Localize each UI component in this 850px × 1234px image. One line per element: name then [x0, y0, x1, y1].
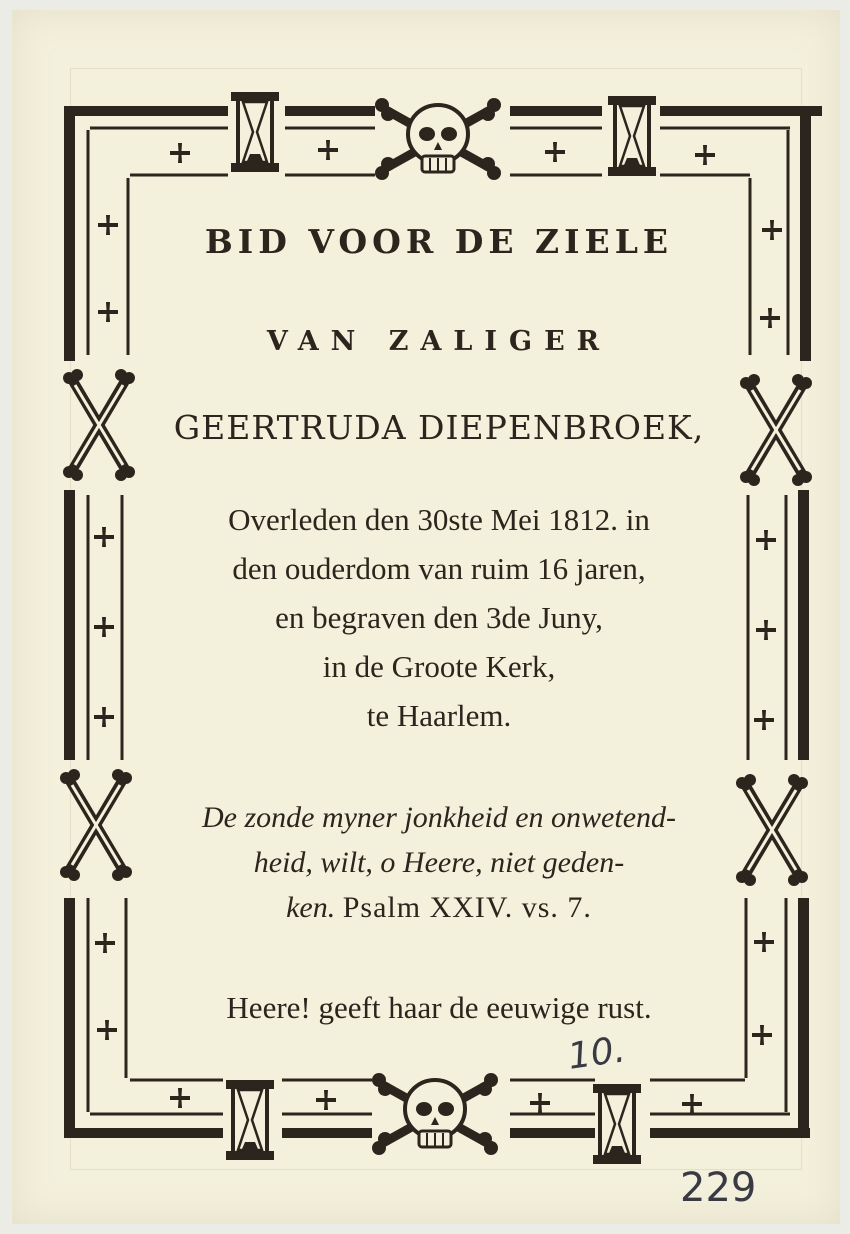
cross-patee-icon	[754, 710, 774, 730]
detail-line: in de Groote Kerk,	[322, 649, 556, 684]
verse-line: heid, wilt, o Heere, niet geden-	[253, 846, 625, 879]
cross-patee-icon	[94, 527, 114, 547]
cross-patee-icon	[98, 215, 118, 235]
cross-patee-icon	[94, 707, 114, 727]
pencil-number: 10.	[565, 1029, 628, 1078]
heading-line2: VAN ZALIGER	[266, 326, 612, 357]
cross-patee-icon	[170, 143, 190, 163]
cross-patee-icon	[530, 1093, 550, 1113]
verse-reference: Psalm XXIV. vs. 7.	[342, 891, 592, 924]
inventory-number: 229	[680, 1165, 757, 1211]
detail-line: Overleden den 30ste Mei 1812. in	[228, 502, 650, 537]
closing-prayer: Heere! geeft haar de eeuwige rust.	[226, 990, 652, 1025]
detail-line: te Haarlem.	[366, 698, 512, 733]
cross-patee-icon	[756, 530, 776, 550]
hourglass-icon	[231, 92, 279, 172]
verse-line: De zonde myner jonkheid en onwetend-	[201, 801, 677, 834]
death-details	[130, 495, 748, 740]
crossed-bones-icon	[740, 374, 812, 486]
cross-patee-icon	[760, 308, 780, 328]
skull-crossbones-icon	[375, 98, 501, 180]
hourglass-icon	[608, 96, 656, 176]
cross-patee-icon	[762, 220, 782, 240]
cross-patee-icon	[94, 617, 114, 637]
hourglass-icon	[226, 1080, 274, 1160]
cross-patee-icon	[754, 932, 774, 952]
detail-line: den ouderdom van ruim 16 jaren,	[232, 551, 646, 586]
cross-patee-icon	[316, 1090, 336, 1110]
verse-line	[130, 885, 748, 930]
cross-patee-icon	[98, 302, 118, 322]
skull-crossbones-icon	[372, 1073, 498, 1155]
heading-line1: BID VOOR DE ZIELE	[204, 222, 674, 261]
detail-line: en begraven den 3de Juny,	[275, 600, 603, 635]
cross-patee-icon	[756, 620, 776, 640]
deceased-name: GEERTRUDA DIEPENBROEK,	[173, 408, 705, 447]
cross-patee-icon	[170, 1088, 190, 1108]
cross-patee-icon	[95, 933, 115, 953]
verse-last: ken.	[286, 891, 336, 924]
psalm-verse	[130, 795, 748, 930]
cross-patee-icon	[752, 1025, 772, 1045]
crossed-bones-icon	[60, 769, 132, 881]
hourglass-icon	[593, 1084, 641, 1164]
crossed-bones-icon	[63, 369, 135, 481]
cross-patee-icon	[545, 142, 565, 162]
cross-patee-icon	[695, 145, 715, 165]
cross-patee-icon	[318, 140, 338, 160]
cross-patee-icon	[682, 1094, 702, 1114]
cross-patee-icon	[97, 1020, 117, 1040]
